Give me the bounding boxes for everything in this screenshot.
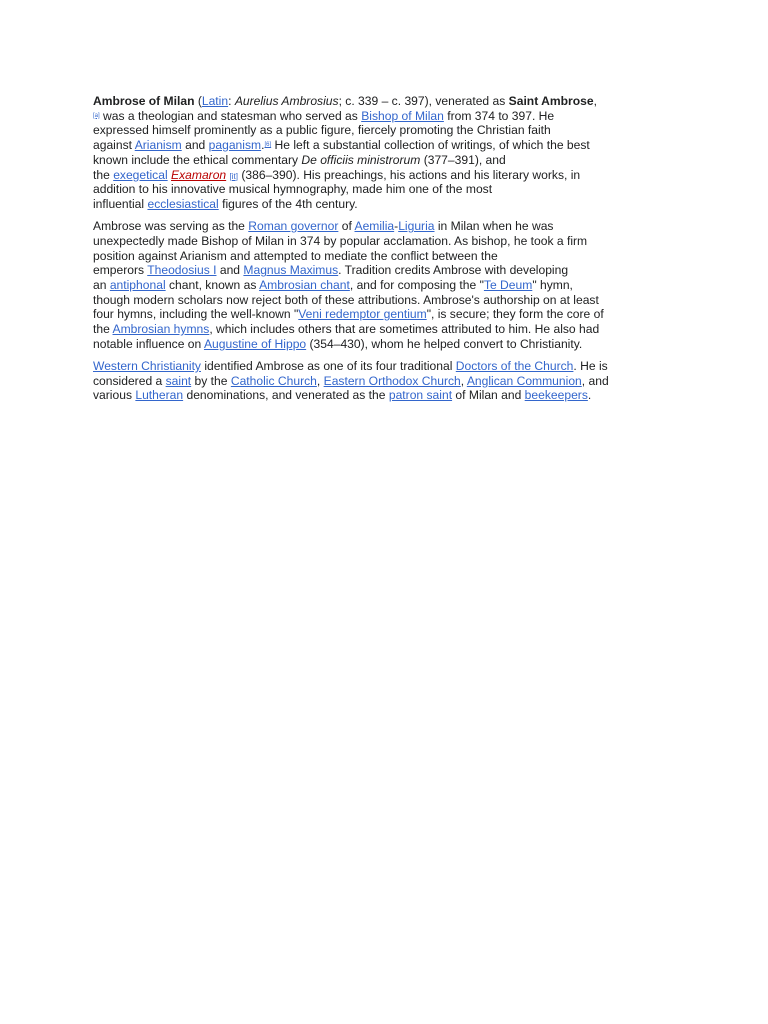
article-body	[93, 94, 683, 411]
text-run: various	[93, 388, 136, 403]
text-run: was a theologian and statesman who served as	[99, 108, 362, 123]
text-run: . He is	[573, 358, 608, 373]
text-run: of Milan and	[452, 388, 525, 403]
link-ambrosian-chant[interactable]: Ambrosian chant	[259, 277, 350, 292]
text-run: emperors	[93, 263, 148, 278]
link-theodosius[interactable]: Theodosius I	[147, 263, 217, 278]
text-line: though modern scholars now reject both of these attributions. Ambrose's authorship on at least	[93, 292, 599, 307]
text-run: the	[93, 167, 114, 182]
text-run: from 374 to 397. He	[443, 108, 555, 123]
text-run: the	[93, 322, 113, 337]
text-run: ; c. 339 – c. 397), venerated as	[338, 94, 509, 108]
text-line	[93, 322, 683, 337]
link-paganism[interactable]: paganism	[208, 138, 262, 153]
text-run: and	[181, 138, 209, 153]
text-line	[93, 337, 683, 352]
subject-name: Ambrose of Milan	[93, 94, 195, 108]
text-run: and	[216, 263, 244, 278]
text-line: unexpectedly made Bishop of Milan in 374 by popular acclamation. As bishop, he took a firm	[93, 233, 588, 248]
text-line	[93, 94, 683, 109]
link-latin[interactable]: Latin	[201, 94, 229, 108]
text-run: (354–430), whom he helped convert to Christianity.	[306, 336, 583, 351]
redlink-examaron[interactable]: Examaron	[171, 167, 227, 182]
text-run: four hymns, including the well-known "	[93, 307, 299, 322]
text-run: against	[93, 138, 135, 153]
link-exegetical[interactable]: exegetical	[113, 167, 168, 182]
link-arianism[interactable]: Arianism	[134, 138, 182, 153]
text-run: .	[261, 138, 265, 153]
text-run: figures of the 4th century.	[218, 196, 358, 211]
saint-name: Saint Ambrose	[508, 94, 594, 108]
paragraph-career	[93, 219, 683, 351]
interlanguage-ref-it[interactable]: [it]	[229, 171, 238, 181]
link-aemilia[interactable]: Aemilia	[354, 219, 395, 234]
link-lutheran[interactable]: Lutheran	[135, 388, 184, 403]
text-run: . Tradition credits Ambrose with developing	[338, 263, 569, 278]
text-run: an	[93, 277, 110, 292]
text-line: expressed himself prominently as a public figure, fiercely promoting the Christian faith	[93, 123, 551, 138]
text-line	[93, 197, 683, 212]
text-run: known include the ethical commentary	[93, 152, 302, 167]
text-line	[93, 168, 683, 183]
text-run: , and	[581, 373, 609, 388]
text-run: ,	[593, 94, 597, 108]
link-bishop-of-milan[interactable]: Bishop of Milan	[361, 108, 444, 123]
text-run: :	[228, 94, 235, 108]
link-roman-governor[interactable]: Roman governor	[248, 219, 339, 234]
text-run: denominations, and venerated as the	[183, 388, 389, 403]
text-run: .	[587, 388, 592, 403]
link-catholic-church[interactable]: Catholic Church	[230, 373, 317, 388]
link-saint[interactable]: saint	[165, 373, 192, 388]
link-veni-redemptor[interactable]: Veni redemptor gentium	[298, 307, 427, 322]
text-run: identified Ambrose as one of its four traditional	[200, 358, 456, 373]
text-run: , and for composing the "	[349, 277, 484, 292]
text-run: in Milan when he was	[434, 219, 554, 234]
text-line: position against Arianism and attempted to mediate the conflict between the	[93, 248, 498, 263]
text-line	[93, 109, 683, 124]
text-run: , which includes others that are sometimes attributed to him. He also had	[209, 322, 600, 337]
link-antiphonal[interactable]: antiphonal	[109, 277, 166, 292]
text-run: chant, known as	[165, 277, 260, 292]
link-beekeepers[interactable]: beekeepers	[524, 388, 588, 403]
link-ambrosian-hymns[interactable]: Ambrosian hymns	[112, 322, 210, 337]
text-line	[93, 219, 683, 234]
text-line	[93, 153, 683, 168]
link-western-christianity[interactable]: Western Christianity	[93, 358, 201, 373]
text-run: (377–391), and	[420, 152, 506, 167]
text-line	[93, 388, 683, 403]
text-line	[93, 278, 683, 293]
paragraph-intro	[93, 94, 683, 212]
text-run: ,	[316, 373, 324, 388]
link-anglican-communion[interactable]: Anglican Communion	[466, 373, 582, 388]
link-liguria[interactable]: Liguria	[398, 219, 435, 234]
link-patron-saint[interactable]: patron saint	[388, 388, 453, 403]
text-run: -	[394, 219, 399, 234]
text-line	[93, 374, 683, 389]
text-run: influential	[93, 196, 148, 211]
link-eastern-orthodox-church[interactable]: Eastern Orthodox Church	[323, 373, 461, 388]
link-te-deum[interactable]: Te Deum	[483, 277, 533, 292]
text-run: Ambrose was serving as the	[93, 219, 249, 234]
latin-name: Aurelius Ambrosius	[234, 94, 339, 108]
paragraph-legacy	[93, 359, 683, 403]
text-line	[93, 359, 683, 374]
text-run: ,	[460, 373, 467, 388]
text-run: He left a substantial collection of writings, of which the best	[271, 138, 590, 153]
text-line	[93, 263, 683, 278]
text-line: addition to his innovative musical hymnography, made him one of the most	[93, 182, 493, 197]
link-augustine[interactable]: Augustine of Hippo	[203, 336, 307, 351]
text-run: notable influence on	[93, 336, 204, 351]
text-run: by the	[191, 373, 231, 388]
link-doctors-of-the-church[interactable]: Doctors of the Church	[455, 358, 574, 373]
text-run: ", is secure; they form the core of	[426, 307, 604, 322]
text-run: (386–390). His preachings, his actions and his literary works, in	[237, 167, 581, 182]
link-magnus-maximus[interactable]: Magnus Maximus	[243, 263, 339, 278]
text-run: of	[338, 219, 355, 234]
work-title: De officiis ministrorum	[301, 152, 421, 167]
footnote-ref-6[interactable]: [6]	[264, 142, 272, 149]
footnote-ref-a[interactable]: [a]	[93, 112, 100, 119]
link-ecclesiastical[interactable]: ecclesiastical	[147, 196, 219, 211]
text-run: " hymn,	[532, 277, 573, 292]
text-run: (	[194, 94, 202, 108]
text-line	[93, 138, 683, 153]
text-line	[93, 307, 683, 322]
text-run: considered a	[93, 373, 166, 388]
